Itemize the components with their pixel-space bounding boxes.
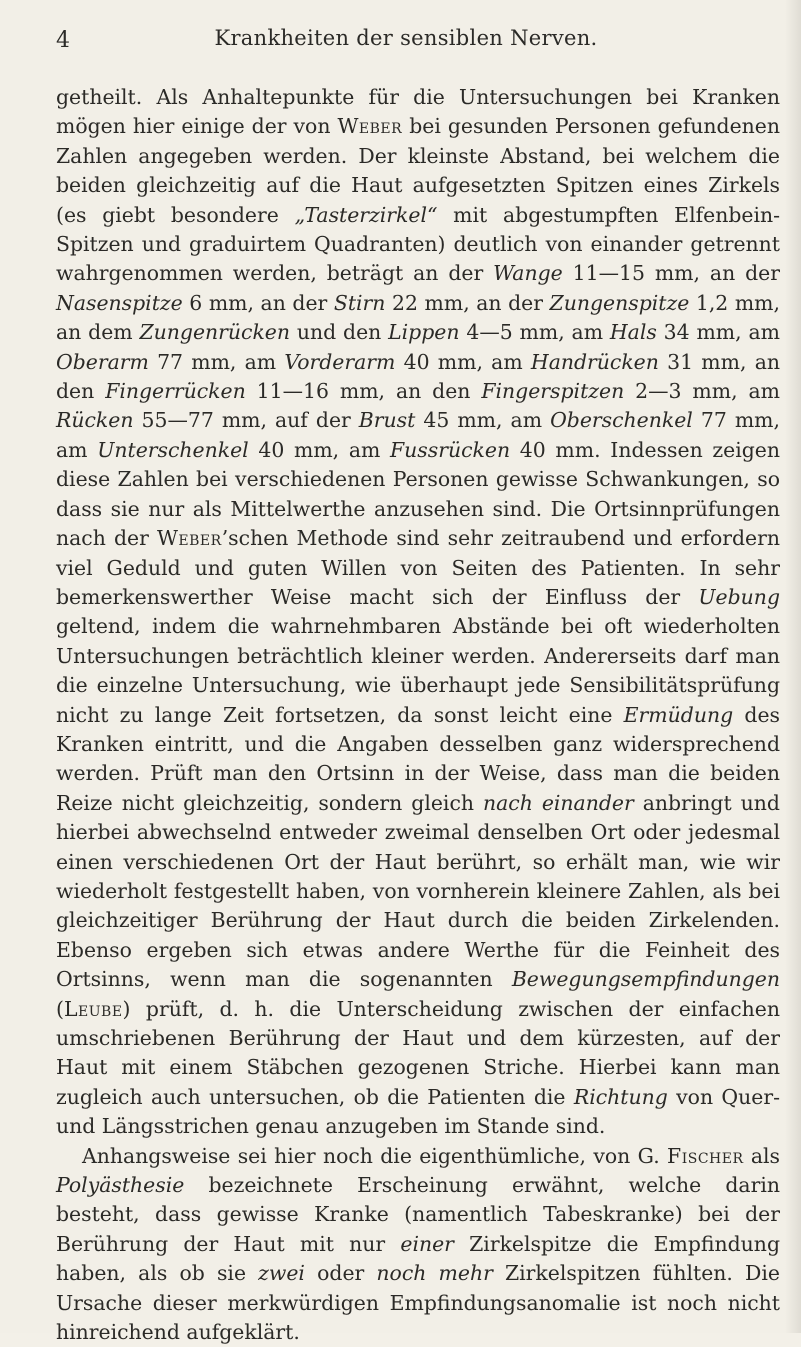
author-name: Weber (156, 526, 222, 551)
emphasis-term: „Tasterzirkel“ (294, 202, 438, 227)
text-run: ( (56, 996, 64, 1021)
text-run: ) prüft, d. h. die Unterscheidung zwischen der einfachen umschriebenen Berührung der Haut und dem kürzesten, auf der Haut mit einem Stäbchen gezogenen Striche. Hierbei kann man zugleich auch untersuchen, ob die Patienten die (56, 996, 780, 1109)
emphasis-term: Zungenspitze (549, 290, 690, 315)
emphasis-term: Lippen (388, 320, 460, 345)
author-name: Fischer (667, 1143, 744, 1168)
emphasis-term: Fingerspitzen (481, 379, 625, 404)
text-run: 45 mm, am (415, 408, 551, 433)
text-run: 40 mm. Indessen zeigen diese Zahlen bei verschiedenen Personen gewisse Schwankungen, so dass sie nur als Mittelwerthe anzusehen sind. Die Ortsinnprüfungen nach der (56, 437, 780, 551)
text-run: 31 mm, an den (56, 349, 780, 404)
paragraph-2 (56, 1142, 780, 1347)
text-run: 77 mm, am (56, 408, 781, 462)
text-run: mit abgestumpften Elfenbein-Spitzen und graduirtem Quadranten) deutlich von einander getrennt wahrgenommen werden, beträgt an der (56, 202, 781, 286)
text-run: Zirkelspitzen fühlten. Die Ursache dieser merkwürdigen Empfindungsanomalie ist noch nicht hinreichend aufgeklärt. (56, 1261, 780, 1345)
emphasis-term: einer (400, 1231, 454, 1256)
emphasis-term: Unterschenkel (97, 437, 249, 462)
text-run: 2—3 mm, am (624, 379, 780, 404)
paragraph-1 (56, 83, 780, 1142)
emphasis-term: Nasenspitze (56, 290, 183, 315)
author-name: Weber (337, 114, 403, 139)
emphasis-term: nach einander (482, 790, 634, 815)
emphasis-term: Handrücken (530, 349, 659, 374)
text-run: 40 mm, am (395, 349, 531, 374)
text-run: 6 mm, an der (182, 290, 334, 315)
text-run: 34 mm, am (656, 320, 780, 345)
text-run: 11—15 mm, an der (562, 261, 780, 286)
text-run: 22 mm, an der (385, 290, 550, 315)
emphasis-term: Uebung (698, 584, 780, 609)
emphasis-term: Wange (493, 261, 563, 286)
text-run: und den (290, 320, 389, 345)
text-run: anbringt und hierbei abwechselnd entweder zweimal denselben Ort oder jedesmal einen verschiedenen Ort der Haut berührt, so erhält man, wie wir wiederholt festgestellt haben, von vornherein kleinere Zahlen, als bei gleichzeitiger Berührung der Haut durch die beiden Zirkelenden. Ebenso ergeben sich etwas andere Werthe für die Feinheit des Ortsinns, wenn man die sogenannten (56, 790, 780, 992)
text-run: 40 mm, am (248, 437, 391, 462)
emphasis-term: Hals (609, 320, 657, 345)
text-run: 11—16 mm, an den (245, 379, 482, 404)
text-run: 1,2 mm, an dem (56, 290, 780, 345)
emphasis-term: Vorderarm (284, 349, 396, 374)
text-run: Anhangsweise sei hier noch die eigenthümliche, von G. (82, 1143, 668, 1168)
text-run: des Kranken eintritt, und die Angaben desselben ganz widersprechend werden. Prüft man den Ortsinn in der Weise, dass man die beiden Reize nicht gleichzeitig, sondern gleich (56, 702, 780, 815)
text-run: Zirkelspitze die Empfindung haben, als ob sie (56, 1231, 780, 1286)
emphasis-term: zwei (258, 1261, 305, 1286)
text-run: ’schen Methode sind sehr zeitraubend und erfordern viel Geduld und guten Willen von Seiten des Patienten. In sehr bemerkenswerther Weise macht sich der Einfluss der (56, 526, 780, 609)
emphasis-term: Polyästhesie (56, 1173, 185, 1198)
text-run: bei gesunden Personen gefundenen Zahlen angegeben werden. Der kleinste Abstand, bei welchem die beiden gleichzeitig auf die Haut aufgesetzten Spitzen eines Zirkels (es giebt besondere (56, 114, 780, 227)
author-name: Leube (63, 996, 123, 1021)
emphasis-term: Fingerrücken (105, 379, 246, 404)
text-run: geltend, indem die wahrnehmbaren Abstände bei oft wiederholten Untersuchungen beträchtlich kleiner werden. Andererseits darf man die einzelne Untersuchung, wie überhaupt jede Sensibilitätsprüfung nicht zu lange Zeit fortsetzen, da sonst leicht eine (56, 614, 780, 727)
body-text (56, 83, 780, 1347)
emphasis-term: Bewegungsempfindungen (511, 967, 780, 992)
emphasis-term: Oberarm (56, 349, 149, 374)
running-title: Krankheiten der sensiblen Nerven. (214, 26, 598, 50)
text-run: getheilt. Als Anhaltepunkte für die Untersuchungen bei Kranken mögen hier einige der von (56, 85, 780, 139)
text-run: oder (304, 1261, 377, 1286)
text-run: 55—77 mm, auf der (133, 408, 359, 433)
page-number: 4 (56, 28, 70, 53)
text-run: bezeichnete Erscheinung erwähnt, welche darin besteht, dass gewisse Kranke (namentlich Tabeskranke) bei der Berührung der Haut mit nur (56, 1173, 780, 1256)
page-header (56, 18, 756, 58)
emphasis-term: Rücken (56, 408, 134, 433)
emphasis-term: Fussrücken (390, 437, 511, 462)
emphasis-term: noch mehr (376, 1261, 493, 1286)
emphasis-term: Brust (358, 408, 416, 433)
text-run: 4—5 mm, am (459, 320, 610, 345)
emphasis-term: Stirn (333, 290, 386, 315)
emphasis-term: Zungenrücken (139, 320, 290, 345)
text-run: von Quer- und Längsstrichen genau anzugeben im Stande sind. (56, 1084, 780, 1139)
emphasis-term: Oberschenkel (550, 408, 693, 433)
text-run: 77 mm, am (148, 349, 285, 374)
emphasis-term: Richtung (573, 1084, 668, 1109)
emphasis-term: Ermüdung (623, 702, 734, 727)
page-edge-shadow (785, 0, 801, 1333)
text-run: als (743, 1143, 780, 1168)
